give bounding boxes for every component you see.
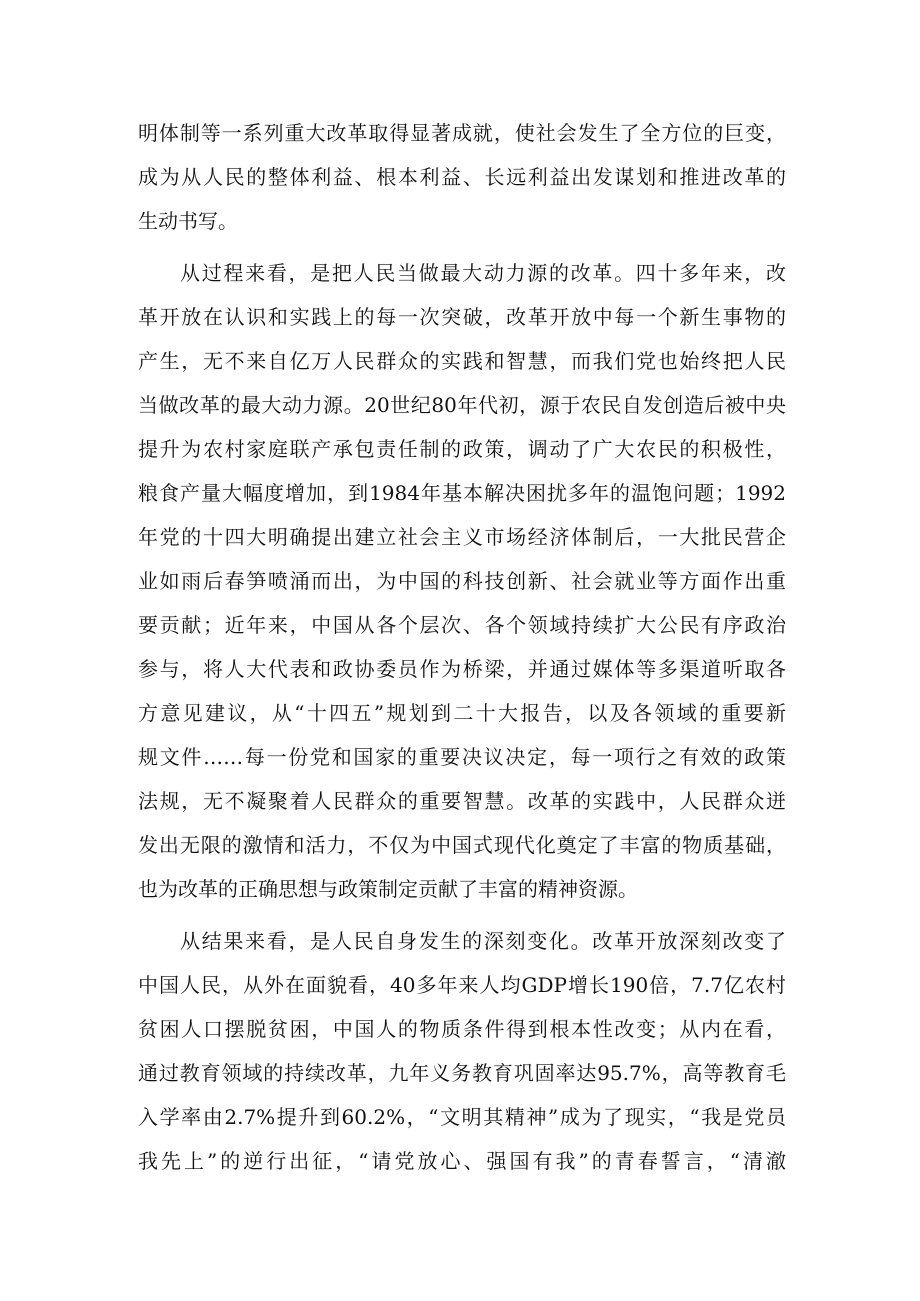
text-line: 革开放在认识和实践上的每一次突破，改革开放中每一个新生事物的 [138,305,786,329]
text-line: 也为改革的正确思想与政策制定贡献了丰富的精神资源。 [138,877,638,901]
text-line: 参与，将人大代表和政协委员作为桥梁，并通过媒体等多渠道听取各 [138,657,786,681]
text-line: 从结果来看，是人民自身发生的深刻变化。改革开放深刻改变了 [180,929,786,953]
text-line: 入学率由2.7%提升到60.2%，“文明其精神”成为了现实，“我是党员 [138,1105,786,1129]
text-line: 粮食产量大幅度增加，到1984年基本解决困扰多年的温饱问题；1992 [138,481,786,505]
document-page [138,111,786,1191]
text-line: 生动书写。 [138,209,238,233]
text-line: 我先上”的逆行出征，“请党放心、强国有我”的青春誓言，“清澈 [138,1149,786,1173]
text-line: 业如雨后春笋喷涌而出，为中国的科技创新、社会就业等方面作出重 [138,569,786,593]
text-line: 中国人民，从外在面貌看，40多年来人均GDP增长190倍，7.7亿农村 [138,973,786,997]
text-line: 贫困人口摆脱贫困，中国人的物质条件得到根本性改变；从内在看， [138,1017,786,1041]
text-line: 产生，无不来自亿万人民群众的实践和智慧，而我们党也始终把人民 [138,349,786,373]
paragraph [138,919,786,1183]
text-line: 要贡献；近年来，中国从各个层次、各个领域持续扩大公民有序政治 [138,613,786,637]
text-line: 规文件……每一份党和国家的重要决议决定，每一项行之有效的政策 [138,745,786,769]
text-line: 当做改革的最大动力源。20世纪80年代初，源于农民自发创造后被中央 [138,393,786,417]
text-line: 年党的十四大明确提出建立社会主义市场经济体制后，一大批民营企 [138,525,786,549]
text-line: 提升为农村家庭联产承包责任制的政策，调动了广大农民的积极性， [138,437,786,461]
text-line: 发出无限的激情和活力，不仅为中国式现代化奠定了丰富的物质基础， [138,833,786,857]
text-line: 法规，无不凝聚着人民群众的重要智慧。改革的实践中，人民群众迸 [138,789,786,813]
paragraph [138,251,786,911]
text-line: 通过教育领域的持续改革，九年义务教育巩固率达95.7%，高等教育毛 [138,1061,786,1085]
text-line: 明体制等一系列重大改革取得显著成就，使社会发生了全方位的巨变， [138,121,786,145]
text-line: 成为从人民的整体利益、根本利益、长远利益出发谋划和推进改革的 [138,165,786,189]
text-line: 方意见建议，从“十四五”规划到二十大报告，以及各领域的重要新 [138,701,786,725]
text-line: 从过程来看，是把人民当做最大动力源的改革。四十多年来，改 [180,261,786,285]
paragraph [138,111,786,243]
